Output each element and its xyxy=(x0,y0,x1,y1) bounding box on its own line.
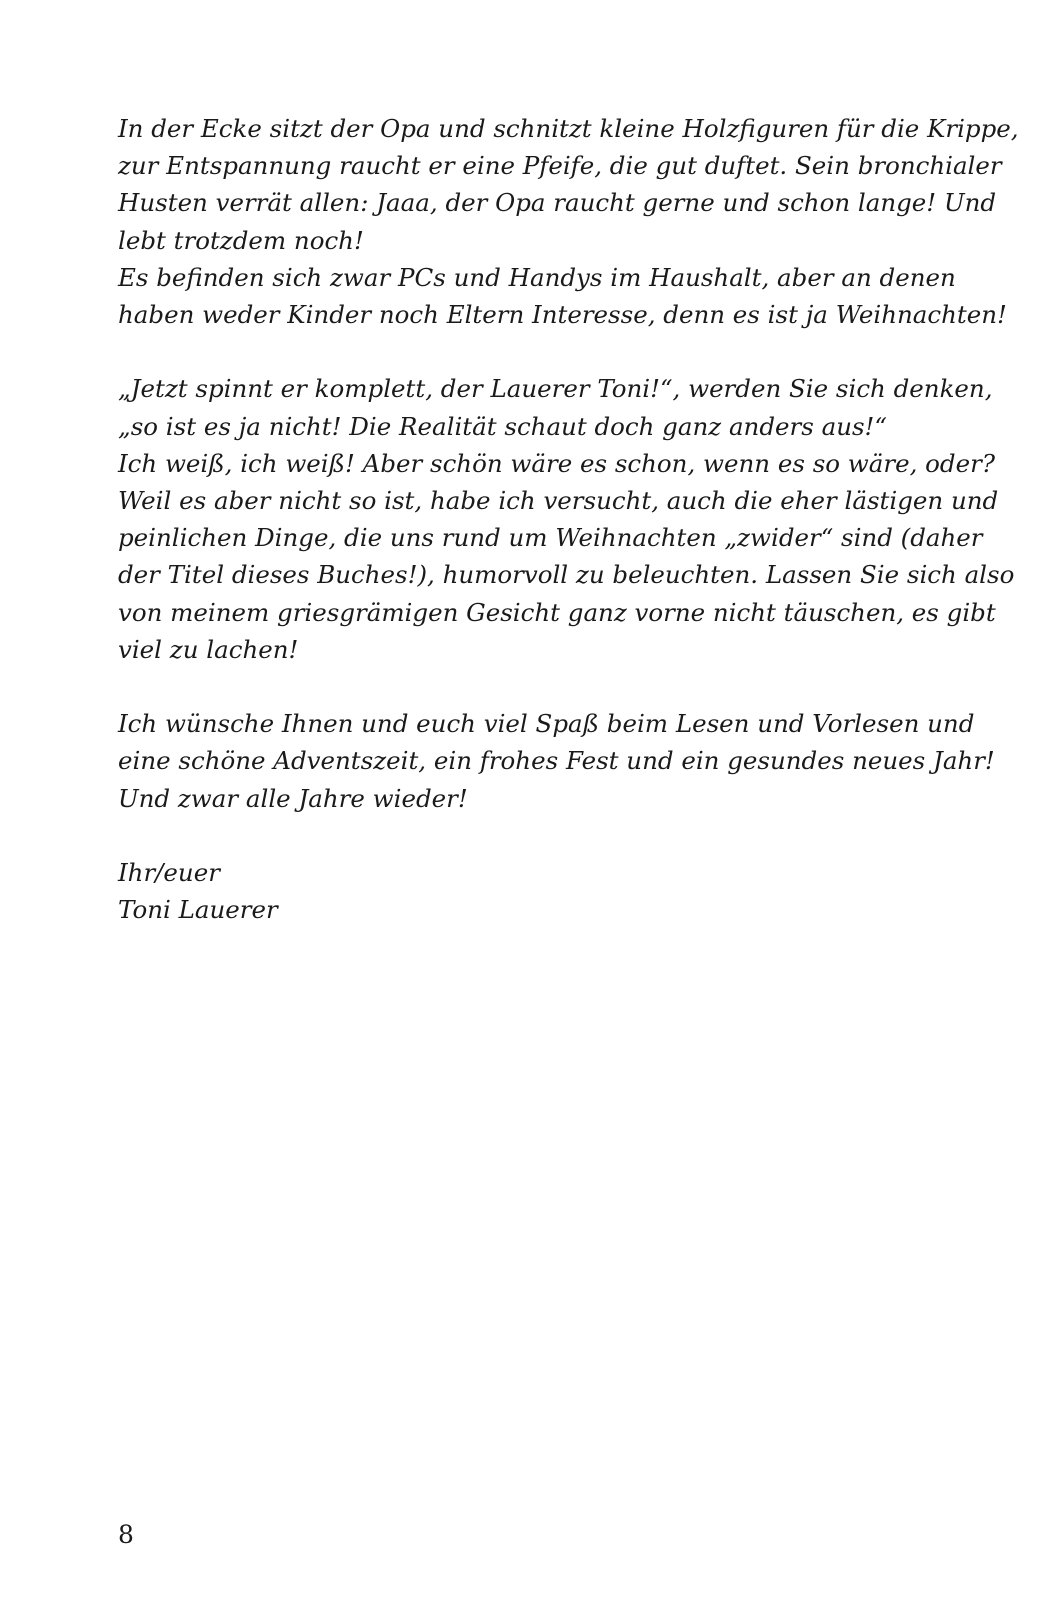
signature-greeting: Ihr/euer xyxy=(118,858,220,888)
paragraph-gap xyxy=(118,333,948,370)
paragraph-gap xyxy=(118,817,948,854)
text-line: eine schöne Adventszeit, ein frohes Fest und ein gesundes neues Jahr! xyxy=(118,746,995,776)
text-line: Husten verrät allen: Jaaa, der Opa raucht gerne und schon lange! Und xyxy=(118,188,997,218)
text-line: Ich weiß, ich weiß! Aber schön wäre es schon, wenn es so wäre, oder? xyxy=(118,448,995,478)
paragraph-gap xyxy=(118,668,948,705)
text-line: „so ist es ja nicht! Die Realität schaut doch ganz anders aus!“ xyxy=(118,411,887,441)
paragraph-reality xyxy=(118,370,1015,668)
text-line: von meinem griesgrämigen Gesicht ganz vorne nicht täuschen, es gibt xyxy=(118,597,996,627)
text-line: Und zwar alle Jahre wieder! xyxy=(118,783,468,813)
signature-author: Toni Lauerer xyxy=(118,895,278,925)
paragraph-wishes xyxy=(118,705,995,817)
body-text xyxy=(118,110,1019,928)
text-line: viel zu lachen! xyxy=(118,634,299,664)
text-line: „Jetzt spinnt er komplett, der Lauerer Toni!“, werden Sie sich denken, xyxy=(118,374,993,404)
text-line: Ich wünsche Ihnen und euch viel Spaß beim Lesen und Vorlesen und xyxy=(118,709,975,739)
signature xyxy=(118,854,948,928)
text-line: haben weder Kinder noch Eltern Interesse, denn es ist ja Weihnachten! xyxy=(118,300,1007,330)
page-number: 8 xyxy=(118,1520,134,1549)
text-line: peinlichen Dinge, die uns rund um Weihnachten „zwider“ sind (daher xyxy=(118,523,983,553)
text-line: Weil es aber nicht so ist, habe ich versucht, auch die eher lästigen und xyxy=(118,486,999,516)
text-line: der Titel dieses Buches!), humorvoll zu beleuchten. Lassen Sie sich also xyxy=(118,560,1015,590)
text-line: Es befinden sich zwar PCs und Handys im Haushalt, aber an denen xyxy=(118,262,956,292)
text-line: zur Entspannung raucht er eine Pfeife, die gut duftet. Sein bronchialer xyxy=(118,151,1002,181)
text-line: In der Ecke sitzt der Opa und schnitzt kleine Holzfiguren für die Krippe, xyxy=(118,114,1019,143)
text-line: lebt trotzdem noch! xyxy=(118,225,364,255)
paragraph-grandpa xyxy=(118,110,1019,333)
